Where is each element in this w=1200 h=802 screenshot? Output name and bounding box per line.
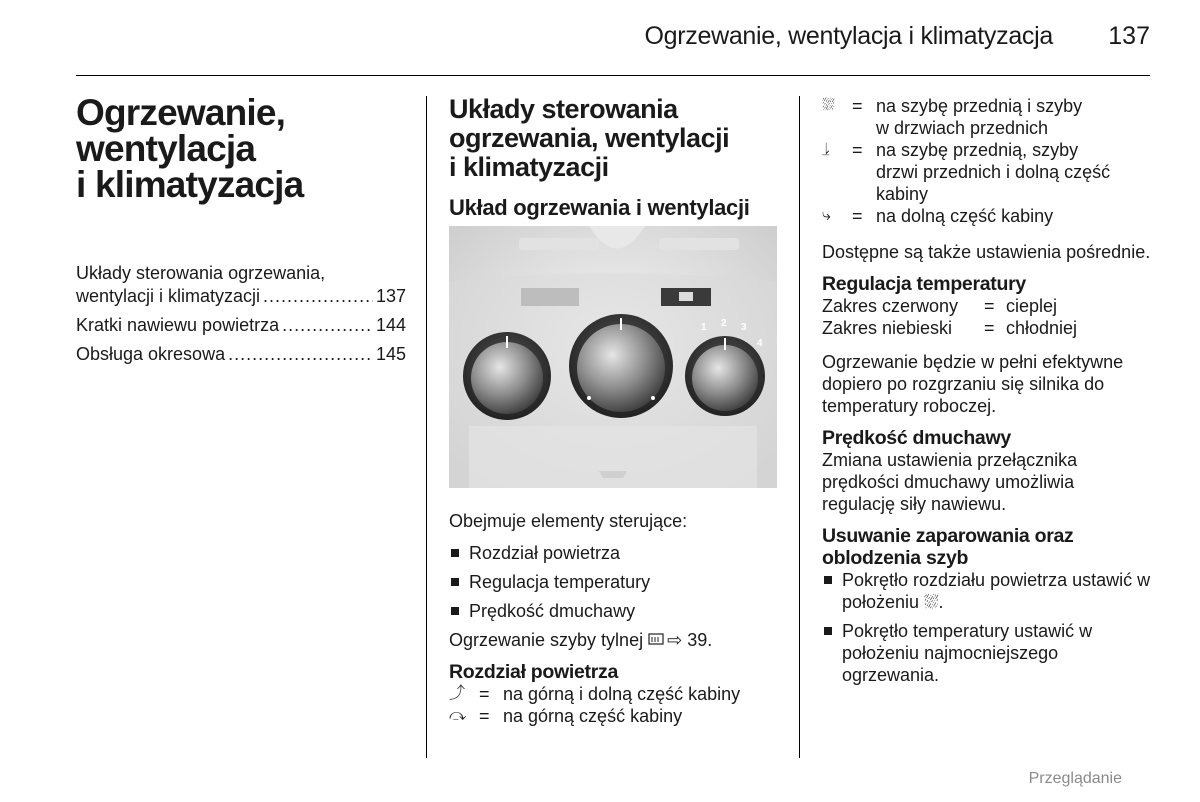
- column-divider-1: [426, 96, 427, 758]
- floor-icon: ⤷: [822, 207, 831, 224]
- toc-entry[interactable]: Kratki nawiewu powietrza ..... 144: [76, 314, 406, 337]
- column-3: [822, 95, 1152, 693]
- fan-speed-label: 2: [721, 318, 727, 329]
- page-number: 137: [1108, 22, 1150, 50]
- footer-label: Przeglądanie: [1028, 770, 1122, 787]
- temperature-note: Ogrzewanie będzie w pełni efektywne dopiero po rozgrzaniu się silnika do temperatury roboczej.: [822, 352, 1124, 416]
- chapter-title: Ogrzewanie, wentylacja i klimatyzacja: [76, 92, 304, 205]
- column-divider-2: [799, 96, 800, 758]
- rear-window-heating-ref: Ogrzewanie szyby tylnej ⇨ 39.: [449, 630, 713, 650]
- fan-speed-text: Zmiana ustawienia przełącznika prędkości dmuchawy umożliwia regulację siły nawiewu.: [822, 450, 1078, 514]
- temperature-row: Zakres niebieski = chłodniej: [822, 318, 1078, 338]
- fan-speed-title: Prędkość dmuchawy: [822, 427, 1011, 449]
- toc-entry[interactable]: Układy sterowania ogrzewania, wentylacji i klimatyzacji ..... 137: [76, 262, 406, 308]
- column-2: [449, 95, 779, 727]
- control-panel-illustration: [449, 226, 777, 496]
- intermediate-settings-text: Dostępne są także ustawienia pośrednie.: [822, 242, 1151, 262]
- temperature-title: Regulacja temperatury: [822, 273, 1026, 295]
- page-ref[interactable]: 39.: [687, 630, 713, 650]
- toc-page: 137: [375, 286, 406, 306]
- controls-intro: Obejmuje elementy sterujące:: [449, 511, 688, 531]
- rear-window-heating-icon: [648, 633, 664, 647]
- windscreen-side-icon: ⛆: [822, 97, 835, 114]
- air-distribution-knob: [463, 332, 551, 420]
- toc-entry[interactable]: Obsługa okresowa ..... 145: [76, 343, 406, 366]
- temperature-knob: [569, 314, 673, 418]
- toc-page: 144: [375, 315, 406, 335]
- windscreen-floor-icon: ⥕: [822, 141, 830, 158]
- section-title: Układy sterowania ogrzewania, wentylacji i klimatyzacji: [449, 94, 730, 182]
- upper-lower-icon: ⤴: [449, 685, 466, 702]
- fan-speed-knob: [685, 336, 765, 416]
- header-divider: [76, 75, 1150, 76]
- upper-icon: ⤼: [449, 707, 467, 724]
- temperature-row: Zakres czerwony = cieplej: [822, 296, 1058, 316]
- toc-page: 145: [375, 344, 406, 364]
- running-header: Ogrzewanie, wentylacja i klimatyzacja: [644, 22, 1053, 50]
- fan-speed-label: 1: [701, 322, 707, 333]
- table-of-contents: [76, 262, 406, 372]
- bullet-item: Rozdział powietrza: [449, 542, 779, 564]
- page-ref-arrow-icon: ⇨: [667, 630, 683, 650]
- defog-title: Usuwanie zaparowania oraz oblodzenia szyb: [822, 525, 1074, 569]
- bullet-item: Prędkość dmuchawy: [449, 600, 779, 622]
- fan-speed-label: 4: [757, 338, 763, 349]
- subsection-title: Układ ogrzewania i wentylacji: [449, 195, 750, 220]
- bullet-item: Pokrętło rozdziału powietrza ustawić w położeniu ⛆.: [822, 569, 1152, 613]
- air-distribution-title: Rozdział powietrza: [449, 661, 619, 683]
- symbol-row: ⤴ = na górną i dolną część kabiny: [449, 684, 741, 704]
- symbol-row: ⤼ = na górną część kabiny: [449, 706, 683, 726]
- symbol-row: ⛆ = na szybę przednią i szyby w drzwiach przednich: [822, 96, 1083, 138]
- bullet-item: Pokrętło temperatury ustawić w położeniu najmocniejszego ogrzewania.: [822, 620, 1152, 686]
- symbol-row: ⥕ = na szybę przednią, szyby drzwi przednich i dolną część kabiny: [822, 140, 1111, 204]
- windscreen-side-icon: ⛆: [924, 592, 939, 612]
- bullet-item: Regulacja temperatury: [449, 571, 779, 593]
- symbol-row: ⤷ = na dolną część kabiny: [822, 206, 1054, 226]
- fan-speed-label: 3: [741, 322, 747, 333]
